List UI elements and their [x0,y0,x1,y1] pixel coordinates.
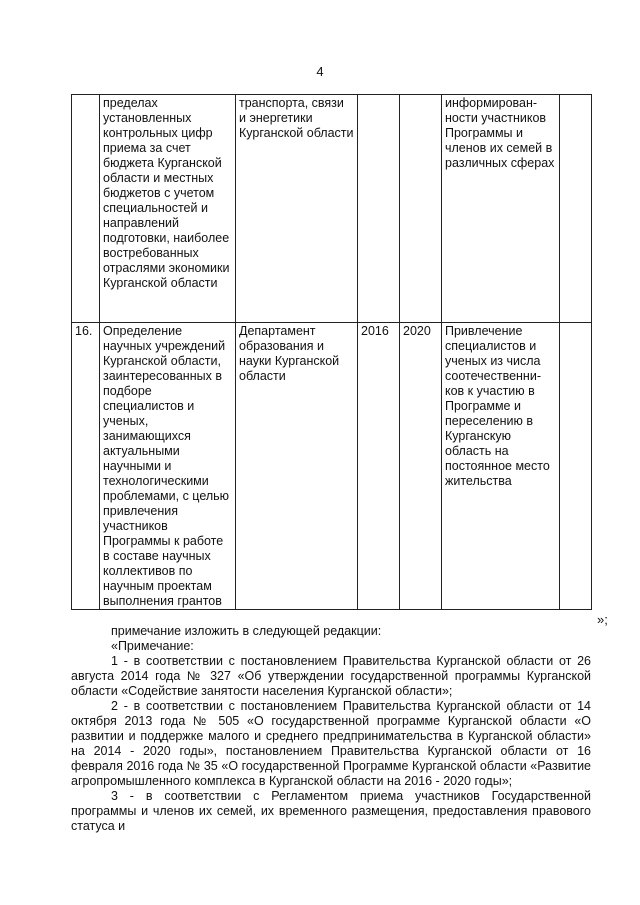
note-paragraph-1: 1 - в соответствии с постановлением Правительства Курганской области от 26 августа 2014 года № 327 «Об утверждении государственной программы Курганской области «Содействие занятости населения Курганской области»; [71,654,591,698]
table-row [72,323,592,610]
result-cell: Привлечение специалистов и ученых из числа соотечественни-ков к участию в Программе и переселению в Курганскую область на постоянное место жительства [442,323,560,610]
result-cell: информирован-ности участников Программы и членов их семей в различных сферах [442,95,560,323]
note-paragraph-3: 3 - в соответствии с Регламентом приема участников Государственной программы и членов их семей, их временного размещения, предоставления правового статуса и [71,789,591,833]
note-cell [560,95,592,323]
note-paragraph-2: 2 - в соответствии с постановлением Правительства Курганской области от 14 октября 2013 года № 505 «О государственной программе Курганской области «О развитии и поддержке малого и среднего предпринимательства в Курганской области» на 2014 - 2020 годы», постановлением Правительства Курганской области от 16 февраля 2016 года № 35 «О государственной Программе Курганской области «Развитие агропромышленного комплекса в Курганской области на 2016 - 2020 годы»; [71,699,591,788]
measure-cell: пределах установленных контрольных цифр приема за счет бюджета Курганской области и местных бюджетов с учетом специальностей и направлений подготовки, наиболее востребованных отраслями экономики Курганской области [100,95,236,323]
start-year-cell: 2016 [358,323,400,610]
measure-cell: Определение научных учреждений Курганской области, заинтересованных в подборе специалистов и ученых, занимающихся актуальными научными и технологическими проблемами, с целью привлечения участников Программы к работе в составе научных коллективов по научным проектам выполнения грантов [100,323,236,610]
amendment-text [71,624,591,834]
closing-quote-mark: »; [597,612,608,627]
row-number: 16. [72,323,100,610]
instruction-line: примечание изложить в следующей редакции: [111,624,382,638]
table-row [72,95,592,323]
page-number: 4 [316,64,324,79]
measures-table [71,94,592,610]
note-heading: «Примечание: [111,639,194,653]
executor-cell: Департамент образования и науки Курганской области [236,323,358,610]
end-year-cell [400,95,442,323]
executor-cell: транспорта, связи и энергетики Курганской области [236,95,358,323]
end-year-cell: 2020 [400,323,442,610]
note-cell [560,323,592,610]
start-year-cell [358,95,400,323]
row-number [72,95,100,323]
